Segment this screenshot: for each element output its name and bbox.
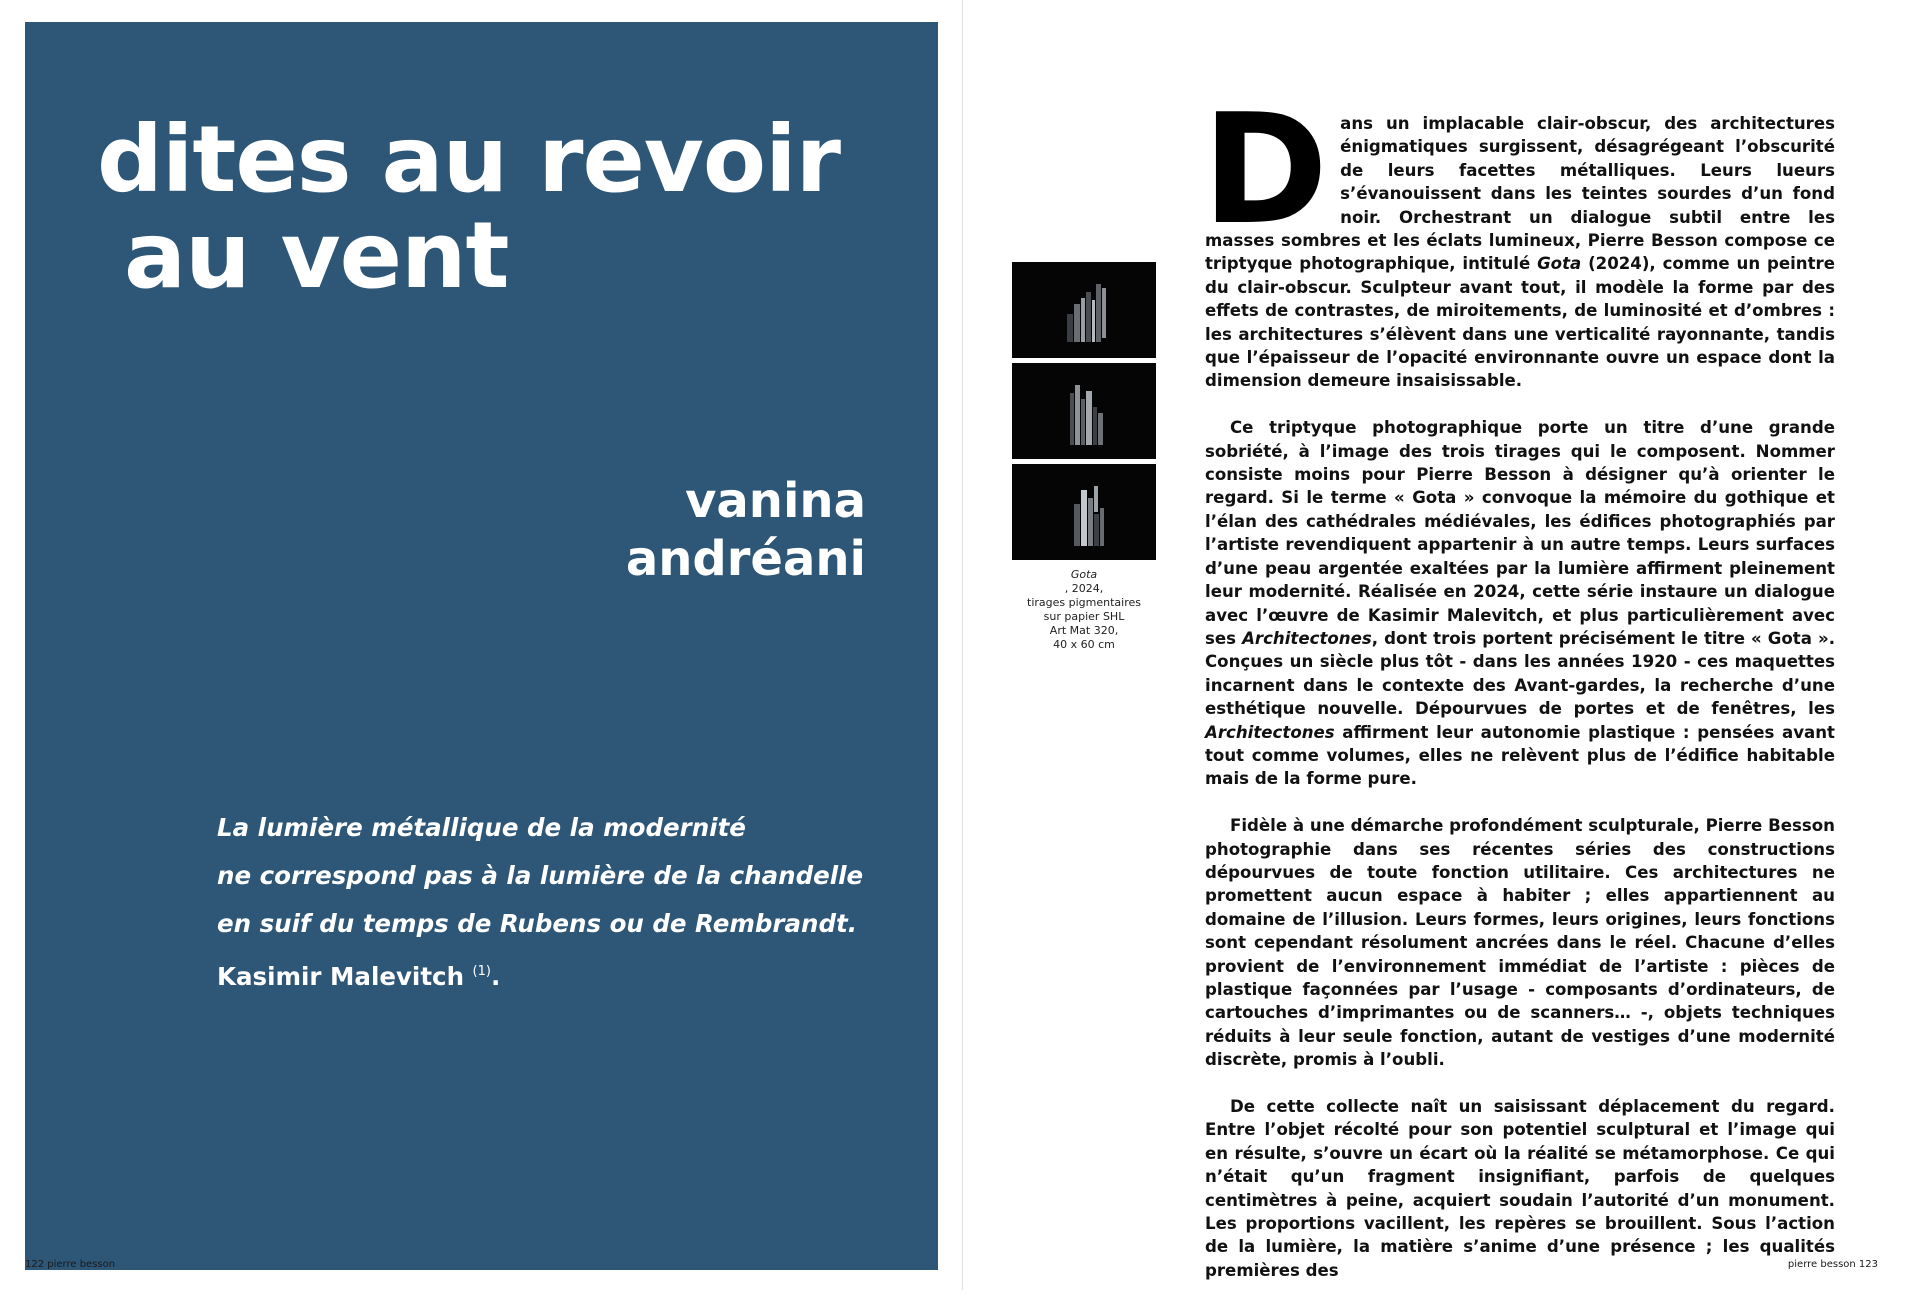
quote-attribution bbox=[217, 948, 917, 1001]
caption-artwork-title: Gota bbox=[1070, 568, 1098, 581]
epigraph-quote bbox=[217, 804, 917, 1001]
triptych-image-2 bbox=[1012, 363, 1156, 459]
left-page-color-panel bbox=[25, 22, 938, 1270]
paragraph-3: Fidèle à une démarche profondément sculpturale, Pierre Besson photographie dans ses récentes séries des constructions dépourvues de toute fonction utilitaire. Ces architectures ne promettent aucun espace à habiter ; elles appartiennent au domaine de l’illusion. Leurs formes, leurs origines, leurs fonctions sont cependant résolument ancrées dans le réel. Chacune d’elles provient de l’environnement immédiat de l’artiste : pièces de plastique façonnées par l’usage - composants d’ordinateurs, de cartouches d’imprimantes ou de scanners… -, objets techniques réduits à leur seule fonction, autant de vestiges d’une modernité discrète, promis à l’oubli. bbox=[1205, 816, 1835, 1070]
article-title bbox=[97, 106, 841, 309]
page-gutter bbox=[962, 0, 963, 1290]
title-line-1: dites au revoir bbox=[97, 106, 841, 213]
quote-line: ne correspond pas à la lumière de la chandelle bbox=[217, 861, 864, 890]
triptych-thumbnails bbox=[1012, 262, 1156, 565]
folio-left: 122 pierre besson bbox=[25, 1259, 116, 1270]
paragraph-2: Ce triptyque photographique porte un titre d’une grande sobriété, à l’image des trois tirages qui le composent. Nommer consiste moins pour Pierre Besson à désigner qu’à orienter le regard. Si le terme « Gota » convoque la mémoire du gothique et l’élan des cathédrales médiévales, les édifices photographiés par l’artiste revendiquent appartenir à un autre temps. Leurs surfaces d’une peau argentée exaltées par la lumière affirment pleinement leur modernité. Réalisée en 2024, cette série instaure un dialogue avec l’œuvre de Kasimir Malevitch, et plus particulièrement avec ses Architectones, dont trois portent précisément le titre « Gota ». Conçues un siècle plus tôt - dans les années 1920 - ces maquettes incarnent dans le contexte des Avant-gardes, la recherche d’une esthétique nouvelle. Dépourvues de portes et de fenêtres, les Architectones affirment leur autonomie plastique : pensées avant tout comme volumes, elles ne relèvent plus de l’édifice habitable mais de la forme pure. bbox=[1205, 418, 1835, 789]
author-first-name: vanina bbox=[685, 473, 866, 529]
footnote-marker: (1) bbox=[472, 964, 491, 979]
title-line-2: au vent bbox=[124, 202, 509, 309]
paragraph-1: Dans un implacable clair-obscur, des architectures énigmatiques surgissent, désagrégeant l’obscurité de leurs facettes métalliques. Leurs lueurs s’évanouissent dans les teintes sourdes d’un fond noir. Orchestrant un dialogue subtil entre les masses sombres et les éclats lumineux, Pierre Besson compose ce triptyque photographique, intitulé Gota (2024), comme un peintre du clair-obscur. Sculpteur avant tout, il modèle la forme par des effets de contrastes, de miroitements, de luminosité et d’ombres : les architectures s’élèvent dans une verticalité rayonnante, tandis que l’épaisseur de l’opacité environnante ouvre un espace dont la dimension demeure insaisissable. bbox=[1202, 81, 1835, 391]
caption-line-2: tirages pigmentaires bbox=[1027, 596, 1141, 609]
quote-line: La lumière métallique de la modernité bbox=[217, 813, 746, 842]
caption-line-5: 40 x 60 cm bbox=[1053, 638, 1115, 651]
caption-line-3: sur papier SHL bbox=[1043, 610, 1125, 623]
article-body bbox=[1202, 81, 1835, 1306]
author-name bbox=[626, 472, 866, 588]
image-caption bbox=[1012, 568, 1156, 652]
triptych-image-1 bbox=[1012, 262, 1156, 358]
folio-right: pierre besson 123 bbox=[1787, 1259, 1878, 1270]
quote-line: en suif du temps de Rubens ou de Rembrandt. bbox=[217, 909, 858, 938]
quote-period: . bbox=[490, 962, 501, 991]
quote-author: Kasimir Malevitch bbox=[217, 962, 465, 991]
paragraph-4: De cette collecte naît un saisissant déplacement du regard. Entre l’objet récolté pour son potentiel sculptural et l’image qui en résulte, s’ouvre un écart où la réalité se métamorphose. Ce qui n’était qu’un fragment insignifiant, parfois de quelques centimètres à peine, acquiert soudain l’autorité d’un monument. Les proportions vacillent, les repères se brouillent. Sous l’action de la lumière, la matière s’anime d’une présence ; les qualités premières des bbox=[1205, 1097, 1835, 1280]
drop-cap: D bbox=[1202, 81, 1329, 258]
caption-line-4: Art Mat 320, bbox=[1049, 624, 1119, 637]
author-last-name: andréani bbox=[625, 531, 866, 587]
triptych-image-3 bbox=[1012, 464, 1156, 560]
caption-line-1: Gota , 2024, bbox=[1012, 568, 1156, 596]
